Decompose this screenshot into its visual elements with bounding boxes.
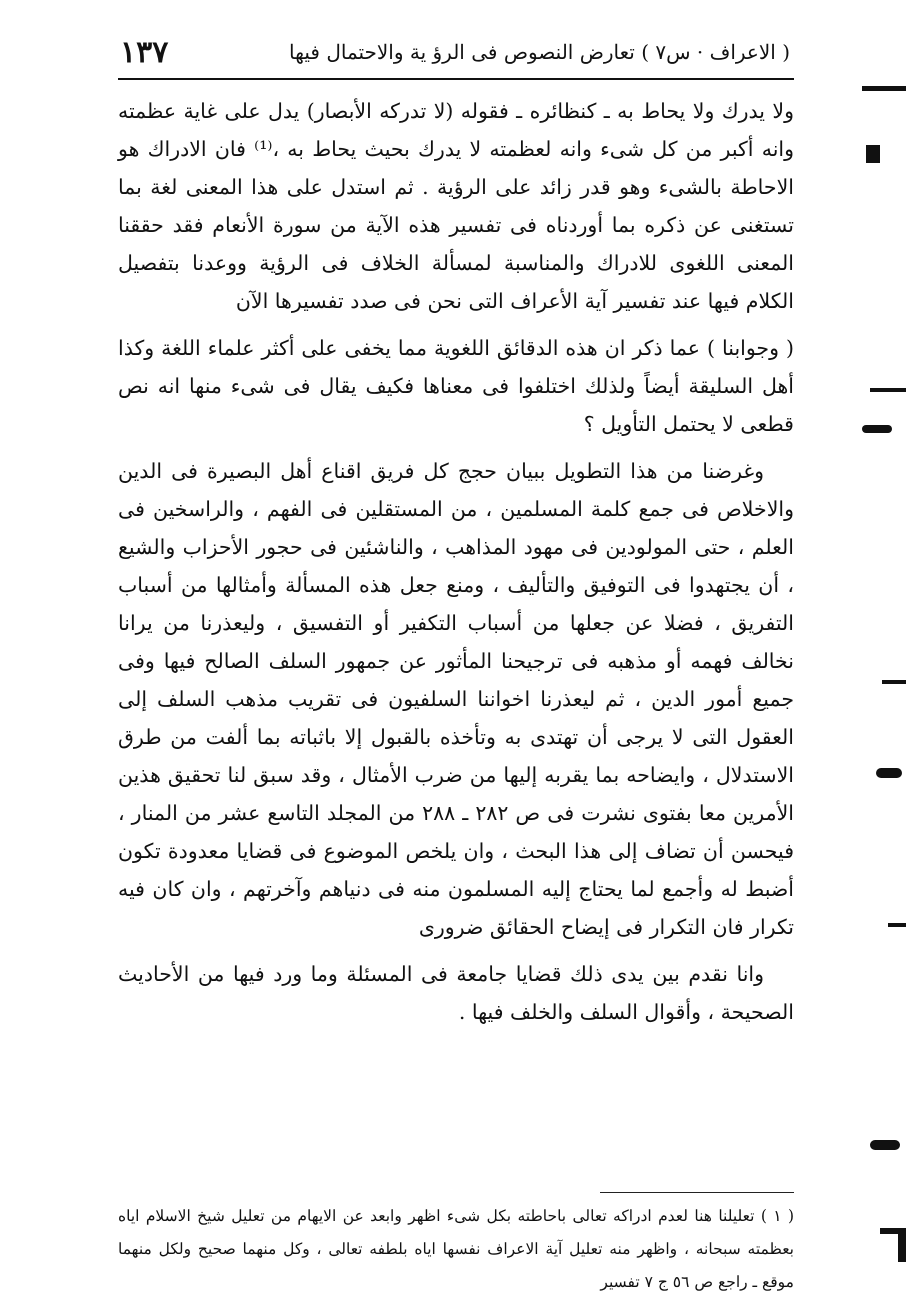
paragraph-3: وغرضنا من هذا التطويل ببيان حجج كل فريق اقناع أهل البصيرة فى الدين والاخلاص فى جمع كلمة المسلمين ، من المستقلين فى الفهم ، والراسخين فى العلم ، حتى المولودين فى مهود المذاهب ، والناشئين فى حجور الأحزاب والشيع ، أن يجتهدوا فى التوفيق والتأليف ، ومنع جعل هذه المسألة وأمثالها من أسباب التفريق ، فضلا عن جعلها من أسباب التكفير أو التفسيق ، وليعذرنا من يرانا نخالف فهمه أو مذهبه فى ترجيحنا المأثور عن جمهور السلف الصالح فيها وفى جميع أمور الدين ، ثم ليعذرنا اخواننا السلفيون فى تقريب مذهب السلف إلى العقول التى لا يرجى أن تهتدى به وتأخذه بالقبول إلا باثباته بما ألفت من طرق الاستدلال ، وايضاحه بما يقربه إليها من ضرب الأمثال ، وقد سبق لنا تحقيق هذين الأمرين معا بفتوى نشرت فى ص ٢٨٢ ـ ٢٨٨ من المجلد التاسع عشر من المنار ، فيحسن أن تضاف إلى هذا البحث ، وان يلخص الموضوع فى قضايا معدودة تكون أضبط له وأجمع لما يحتاج إليه المسلمون منه فى دنياهم وآخرتهم ، وان كان فيه تكرار فان التكرار فى إيضاح الحقائق ضرورى (118, 459, 794, 939)
scan-artifact (862, 86, 906, 91)
scan-artifact (866, 145, 880, 163)
footnote (118, 1200, 794, 1299)
scan-artifact (870, 388, 906, 392)
footnote-text: ( ١ ) تعليلنا هنا لعدم ادراكه تعالى باحاطته بكل شىء اظهر وابعد عن الايهام من تعليل شيخ الاسلام اياه بعظمته سبحانه ، واظهر منه تعليل آية الاعراف نفسها اياه بلطفه تعالى ، وكل منهما صحيح ولكل منهما موقع ـ راجع ص ٥٦ ج ٧ تفسير (118, 1207, 794, 1291)
scan-artifact (876, 768, 902, 778)
scan-artifact (870, 1140, 900, 1150)
running-title: ( الاعراف · س٧ ) تعارض النصوص فى الرؤ ية والاحتمال فيها (289, 40, 790, 64)
scan-artifact (862, 425, 892, 433)
header-rule (118, 78, 794, 80)
paragraph-2: ( وجوابنا ) عما ذكر ان هذه الدقائق اللغوية مما يخفى على أكثر علماء اللغة وكذا أهل السليقة أيضاً ولذلك اختلفوا فى معناها فكيف يقال فى شىء منها انه نص قطعى لا يحتمل التأويل ؟ (118, 336, 794, 436)
page-header (120, 30, 790, 74)
paragraph-4: وانا نقدم بين يدى ذلك قضايا جامعة فى المسئلة وما ورد فيها من الأحاديث الصحيحة ، وأقوال السلف والخلف فيها . (118, 962, 794, 1024)
main-text (118, 92, 794, 1040)
scan-artifact (882, 680, 906, 684)
scan-artifact (888, 923, 906, 927)
page-number: ١٣٧ (120, 34, 169, 70)
scan-artifact (898, 1232, 906, 1262)
paragraph-1: ولا يدرك ولا يحاط به ـ كنظائره ـ فقوله (لا تدركه الأبصار) يدل على غاية عظمته وانه أكبر من كل شىء وانه لعظمته لا يدرك بحيث يحاط به ،⁽¹⁾ فان الادراك هو الاحاطة بالشىء وهو قدر زائد على الرؤية . ثم استدل على هذا المعنى لغة بما تستغنى عن ذكره بما أوردناه فى تفسير هذه الآية من سورة الأنعام فقد حققنا المعنى اللغوى للادراك والمناسبة لمسألة الخلاف فى الرؤية ووعدنا بتفصيل الكلام فيها عند تفسير آية الأعراف التى نحن فى صدد تفسيرها الآن (118, 99, 795, 313)
footnote-rule (600, 1192, 794, 1193)
